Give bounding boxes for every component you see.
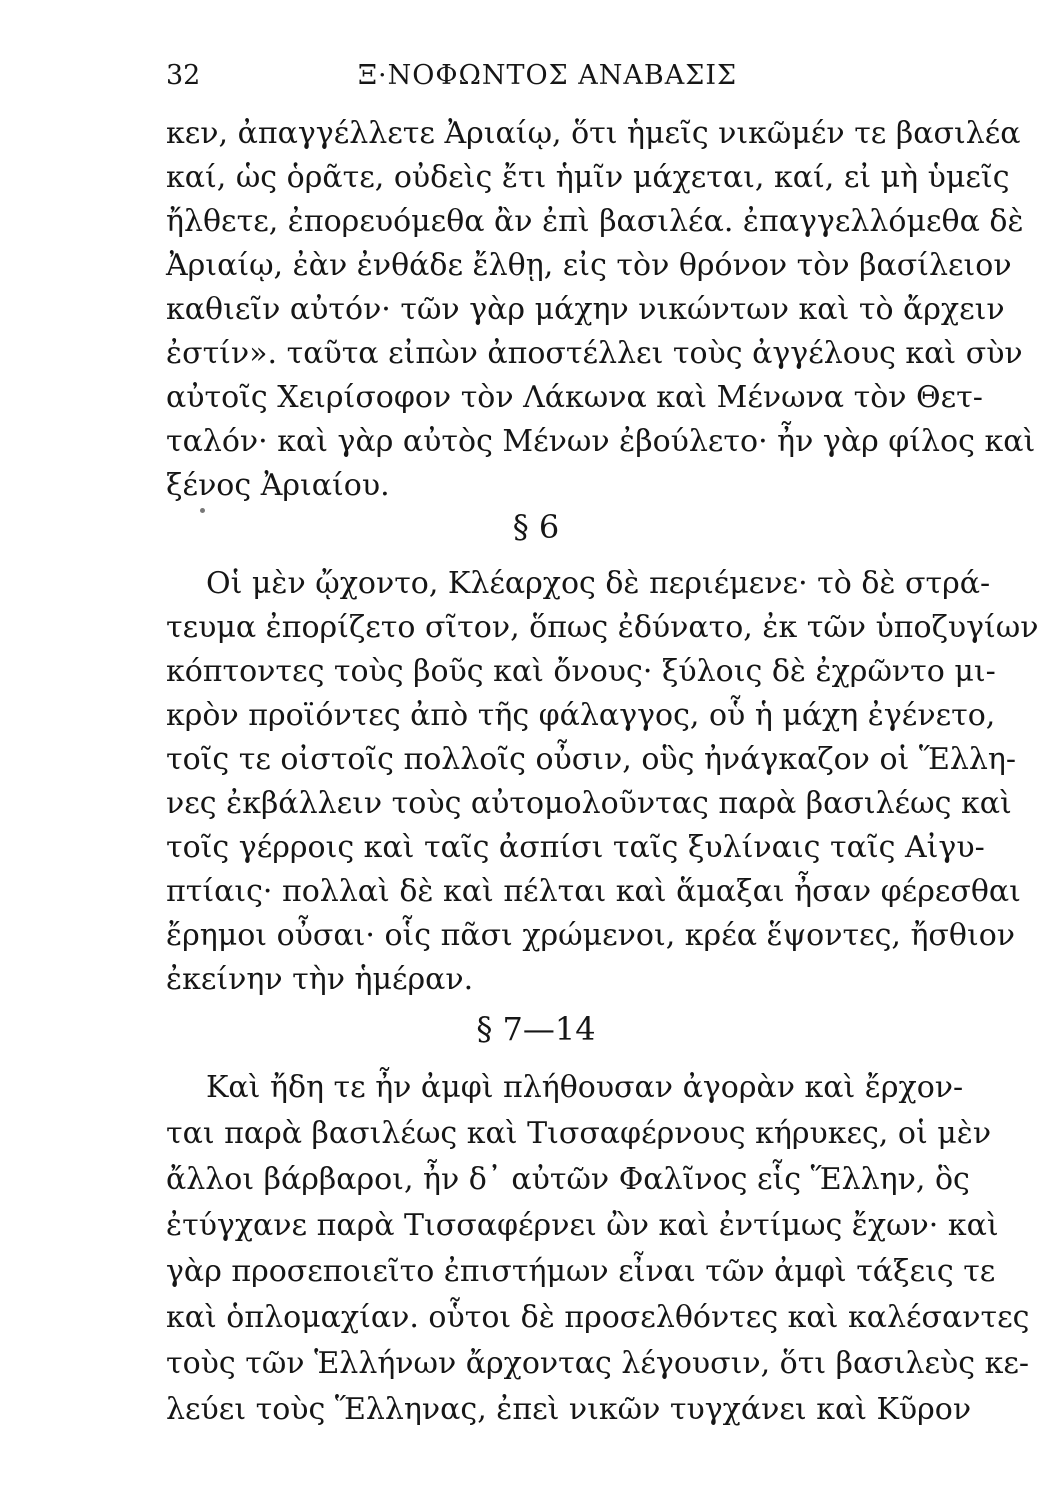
text-line: πτίαις· πολλαὶ δὲ καὶ πέλται καὶ ἅμαξαι ἦσαν φέρεσθαι — [166, 874, 1021, 909]
running-title: Ξ·ΝΟΦΩΝΤΟΣ ΑΝΑΒΑΣΙΣ — [358, 60, 738, 91]
text-line: καὶ ὁπλομαχίαν. οὗτοι δὲ προσελθόντες καὶ καλέσαντες — [166, 1300, 1030, 1335]
text-line: ἤλθετε, ἐπορευόμεθα ἂν ἐπὶ βασιλέα. ἐπαγγελλόμεθα δὲ — [166, 204, 1024, 239]
section-heading: § 7—14 — [476, 1010, 596, 1048]
text-line: τοῖς τε οἰστοῖς πολλοῖς οὖσιν, οὓς ἠνάγκαζον οἱ Ἕλλη- — [166, 742, 1016, 777]
text-line: τοῖς γέρροις καὶ ταῖς ἀσπίσι ταῖς ξυλίναις ταῖς Αἰγυ- — [166, 830, 985, 865]
print-speck — [200, 508, 205, 513]
text-line: Ἀριαίῳ, ἐὰν ἐνθάδε ἔλθῃ, εἰς τὸν θρόνον τὸν βασίλειον — [166, 248, 1012, 283]
text-line: λεύει τοὺς Ἕλληνας, ἐπεὶ νικῶν τυγχάνει καὶ Κῦρον — [166, 1392, 972, 1427]
text-line: ται παρὰ βασιλέως καὶ Τισσαφέρνους κήρυκες, οἱ μὲν — [166, 1116, 992, 1151]
text-line: καθιεῖν αὐτόν· τῶν γὰρ μάχην νικώντων καὶ τὸ ἄρχειν — [166, 292, 1005, 327]
text-line: τευμα ἐπορίζετο σῖτον, ὅπως ἐδύνατο, ἐκ τῶν ὑποζυγίων — [166, 610, 1038, 645]
text-line: κόπτοντες τοὺς βοῦς καὶ ὄνους· ξύλοις δὲ ἐχρῶντο μι- — [166, 654, 996, 689]
text-line: Καὶ ἤδη τε ἦν ἀμφὶ πλήθουσαν ἀγορὰν καὶ ἔρχον- — [206, 1070, 964, 1105]
text-line: Οἱ μὲν ᾤχοντο, Κλέαρχος δὲ περιέμενε· τὸ δὲ στρά- — [206, 566, 991, 601]
text-line: καί, ὡς ὁρᾶτε, οὐδεὶς ἔτι ἡμῖν μάχεται, καί, εἰ μὴ ὑμεῖς — [166, 160, 1010, 195]
text-line: ἐτύγχανε παρὰ Τισσαφέρνει ὢν καὶ ἐντίμως ἔχων· καὶ — [166, 1208, 999, 1243]
text-line: κεν, ἀπαγγέλλετε Ἀριαίῳ, ὅτι ἡμεῖς νικῶμέν τε βασιλέα — [166, 116, 1021, 151]
text-line: νες ἐκβάλλειν τοὺς αὐτομολοῦντας παρὰ βασιλέως καὶ — [166, 786, 1012, 821]
text-line: γὰρ προσεποιεῖτο ἐπιστήμων εἶναι τῶν ἀμφὶ τάξεις τε — [166, 1254, 996, 1289]
text-line: ἄλλοι βάρβαροι, ἦν δ᾽ αὐτῶν Φαλῖνος εἷς Ἕλλην, ὃς — [166, 1162, 970, 1197]
section-heading: § 6 — [512, 508, 560, 546]
text-line: αὐτοῖς Χειρίσοφον τὸν Λάκωνα καὶ Μένωνα τὸν Θετ- — [166, 380, 983, 415]
text-line: ἐστίν». ταῦτα εἰπὼν ἀποστέλλει τοὺς ἀγγέλους καὶ σὺν — [166, 336, 1023, 371]
text-line: ἐκείνην τὴν ἡμέραν. — [166, 962, 474, 997]
text-line: ξένος Ἀριαίου. — [166, 468, 390, 503]
text-line: ταλόν· καὶ γὰρ αὐτὸς Μένων ἐβούλετο· ἦν γὰρ φίλος καὶ — [166, 424, 1036, 459]
page-header — [166, 60, 906, 100]
text-line: τοὺς τῶν Ἑλλήνων ἄρχοντας λέγουσιν, ὅτι βασιλεὺς κε- — [166, 1346, 1030, 1381]
page-number: 32 — [166, 60, 201, 91]
text-line: κρὸν προϊόντες ἀπὸ τῆς φάλαγγος, οὗ ἡ μάχη ἐγένετο, — [166, 698, 996, 733]
text-line: ἔρημοι οὖσαι· οἷς πᾶσι χρώμενοι, κρέα ἕψοντες, ἤσθιον — [166, 918, 1016, 953]
